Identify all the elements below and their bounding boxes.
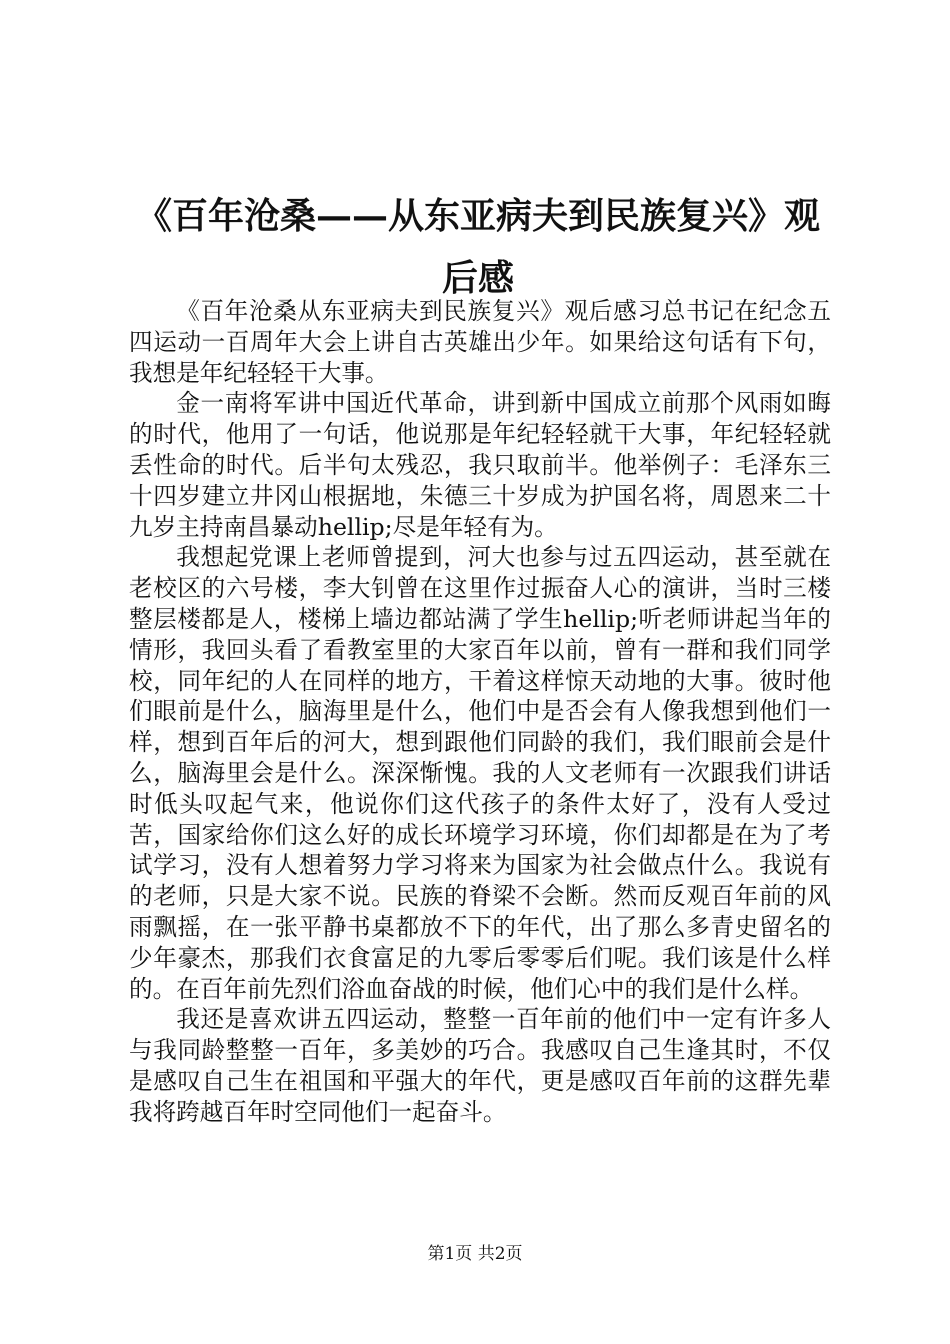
document-body: [129, 296, 831, 1128]
paragraph-1: 《百年沧桑从东亚病夫到民族复兴》观后感习总书记在纪念五四运动一百周年大会上讲自古英雄出少年。如果给这句话有下句，我想是年纪轻轻干大事。: [129, 297, 831, 387]
paragraph-4: 我还是喜欢讲五四运动，整整一百年前的他们中一定有许多人与我同龄整整一百年，多美妙的巧合。我感叹自己生逢其时，不仅是感叹自己生在祖国和平强大的年代，更是感叹百年前的这群先辈我将跨越百年时空同他们一起奋斗。: [129, 1005, 831, 1126]
document-title: 《百年沧桑——从东亚病夫到民族复兴》观后感: [135, 195, 820, 299]
page-footer: 第1页 共2页: [427, 1244, 523, 1264]
paragraph-2: 金一南将军讲中国近代革命，讲到新中国成立前那个风雨如晦的时代，他用了一句话，他说那是年纪轻轻就干大事，年纪轻轻就丢性命的时代。后半句太残忍，我只取前半。他举例子：毛泽东三十四岁建立井冈山根据地，朱德三十岁成为护国名将，周恩来二十九岁主持南昌暴动hellip;尽是年轻有为。: [129, 389, 831, 541]
paragraph-3: 我想起党课上老师曾提到，河大也参与过五四运动，甚至就在老校区的六号楼，李大钊曾在这里作过振奋人心的演讲，当时三楼整层楼都是人，楼梯上墙边都站满了学生hellip;听老师讲起当年的情形，我回头看了看教室里的大家百年以前，曾有一群和我们同学校，同年纪的人在同样的地方，干着这样惊天动地的大事。彼时他们眼前是什么，脑海里是什么，他们中是否会有人像我想到他们一样，想到百年后的河大，想到跟他们同龄的我们，我们眼前会是什么，脑海里会是什么。深深惭愧。我的人文老师有一次跟我们讲话时低头叹起气来，他说你们这代孩子的条件太好了，没有人受过苦，国家给你们这么好的成长环境学习环境，你们却都是在为了考试学习，没有人想着努力学习将来为国家为社会做点什么。我说有的老师，只是大家不说。民族的脊梁不会断。然而反观百年前的风雨飘摇，在一张平静书桌都放不下的年代，出了那么多青史留名的少年豪杰，那我们衣食富足的九零后零零后们呢。我们该是什么样的。在百年前先烈们浴血奋战的时候，他们心中的我们是什么样。: [129, 543, 831, 1003]
